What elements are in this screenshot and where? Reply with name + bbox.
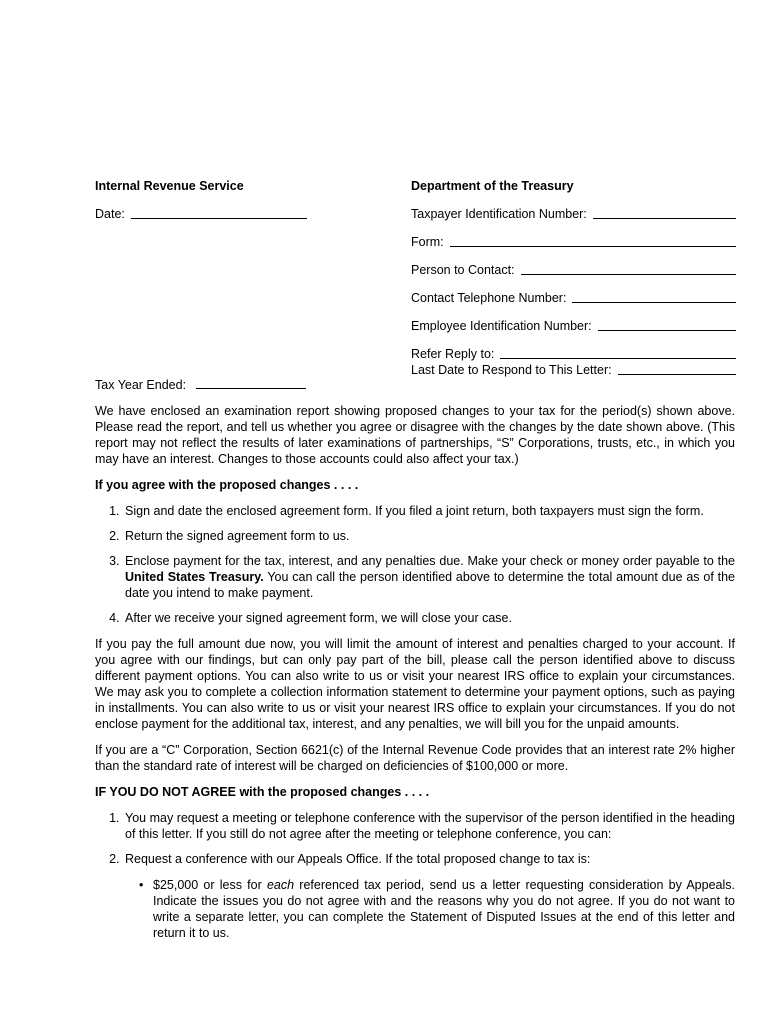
list-item: 2. Return the signed agreement form to us. <box>123 528 735 544</box>
bullet-item <box>139 877 735 941</box>
field-blank <box>521 262 736 275</box>
list-item <box>123 851 735 941</box>
date-field <box>95 206 395 234</box>
tax-year-label: Tax Year Ended: <box>95 378 187 392</box>
list-item: 1. Sign and date the enclosed agreement form. If you filed a joint return, both taxpayers must sign the form. <box>123 503 735 519</box>
header-right <box>411 178 736 378</box>
field-person-to-contact <box>411 262 736 290</box>
date-label: Date: <box>95 207 125 221</box>
field-contact-telephone <box>411 290 736 318</box>
field-label: Refer Reply to: <box>411 347 495 361</box>
field-taxpayer-id <box>411 206 736 234</box>
tax-year-blank <box>196 376 306 389</box>
field-form <box>411 234 736 262</box>
disagree-list <box>95 810 735 941</box>
field-label: Taxpayer Identification Number: <box>411 207 587 221</box>
list-item <box>123 553 735 601</box>
emphasis: each <box>266 878 295 892</box>
field-blank <box>593 206 736 219</box>
payment-paragraph: If you pay the full amount due now, you will limit the amount of interest and penalties charged to your account. If you agree with our findings, but can only pay part of the bill, please call the person identified above to discuss different payment options. You can also write to us or visit your nearest IRS office to explain your circumstances. We may ask you to complete a collection information statement to determine your payment options, such as paying in installments. You can also write to us or visit your nearest IRS office to explain your circumstances. If you do not enclose payment for the additional tax, interest, and any penalties, we will bill you for the unpaid amounts. <box>95 637 735 731</box>
field-refer-reply <box>411 346 736 362</box>
list-item: 4. After we receive your signed agreement form, we will close your case. <box>123 610 735 626</box>
field-label: Person to Contact: <box>411 263 515 277</box>
bullet-list <box>125 877 735 941</box>
field-employee-id <box>411 318 736 346</box>
disagree-heading: IF YOU DO NOT AGREE with the proposed changes . . . . <box>95 785 430 799</box>
bullet-icon: • <box>139 878 144 892</box>
field-blank <box>500 346 736 359</box>
field-label: Employee Identification Number: <box>411 319 592 333</box>
item-text: Request a conference with our Appeals Office. If the total proposed change to tax is: <box>125 852 591 866</box>
field-blank <box>450 234 736 247</box>
field-blank <box>598 318 736 331</box>
field-blank <box>572 290 736 303</box>
date-blank <box>131 206 307 219</box>
item-text: referenced tax period, send us a letter requesting consideration by Appeals. Indicate the issues you do not agree with and the reasons why you do not agree. If you do not want to write a separate letter, you can complete the Statement of Disputed Issues at the end of this letter and return it to us. <box>153 878 735 940</box>
field-blank <box>618 362 736 375</box>
header-left <box>95 178 395 234</box>
list-item: 1. You may request a meeting or telephone conference with the supervisor of the person identified in the heading of this letter. If you still do not agree after the meeting or telephone conference, you can: <box>123 810 735 842</box>
item-text: You can call the person identified above to determine the total amount due as of the date you intend to make payment. <box>125 570 736 600</box>
agency-name: Internal Revenue Service <box>95 179 244 193</box>
field-label: Form: <box>411 235 444 249</box>
department-name: Department of the Treasury <box>411 179 574 193</box>
tax-year-field <box>95 376 306 393</box>
field-label: Contact Telephone Number: <box>411 291 567 305</box>
corporation-paragraph: If you are a “C” Corporation, Section 6621(c) of the Internal Revenue Code provides that an interest rate 2% higher than the standard rate of interest will be charged on deficiencies of $100,000 or more. <box>95 743 735 773</box>
item-text: Enclose payment for the tax, interest, and any penalties due. Make your check or money order payable to the <box>125 554 735 568</box>
field-last-date <box>411 362 736 378</box>
payee-name: United States Treasury. <box>125 570 264 584</box>
item-text: $25,000 or less for <box>153 878 267 892</box>
letter-body <box>95 403 735 951</box>
agree-heading: If you agree with the proposed changes . . . . <box>95 478 359 492</box>
field-label: Last Date to Respond to This Letter: <box>411 363 612 377</box>
intro-paragraph: We have enclosed an examination report showing proposed changes to your tax for the period(s) shown above. Please read the report, and tell us whether you agree or disagree with the changes by the date shown above. (This report may not reflect the results of later examinations of partnerships, “S” Corporations, trusts, etc., in which you may have an interest. Changes to those accounts could also affect your tax.) <box>95 404 735 466</box>
agree-list <box>95 503 735 626</box>
